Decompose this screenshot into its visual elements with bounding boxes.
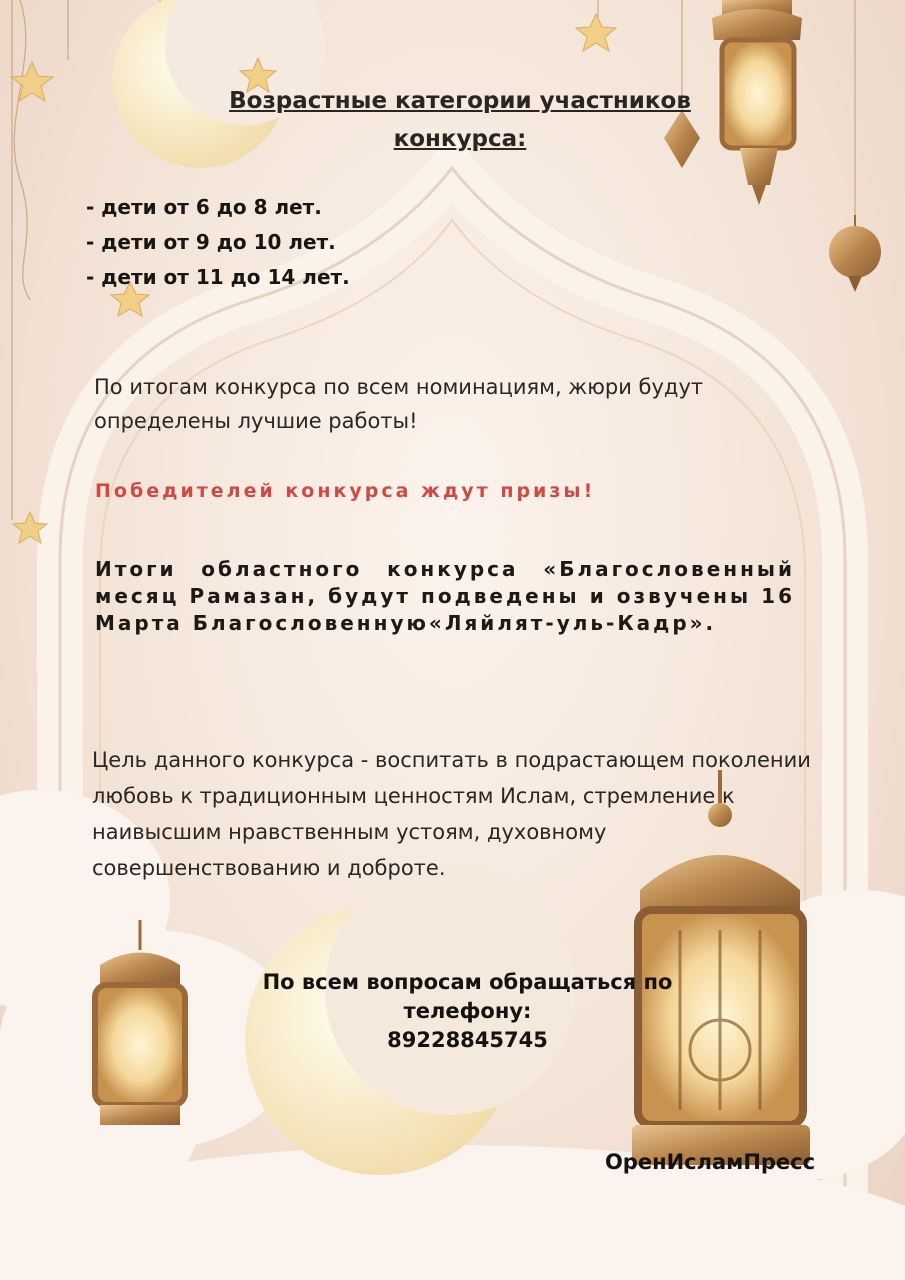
- contact-block: [190, 968, 745, 1055]
- title-line-1: Возрастные категории участников: [229, 88, 691, 114]
- contact-line-1: По всем вопросам обращаться по: [262, 970, 673, 994]
- finals-paragraph: Итоги областного конкурса «Благословенный месяц Рамазан, будут подведены и озвучены 16 Марта Благословенную«Ляйлят-уль-Кадр».: [95, 557, 795, 635]
- goal-paragraph: Цель данного конкурса - воспитать в подрастающем поколении любовь к традиционным ценностям Ислам, стремление к наивысшим нравственным устоям, духовному совершенствованию и доброте.: [92, 748, 811, 880]
- age-groups-list: [86, 190, 506, 295]
- age-group-item: - дети от 11 до 14 лет.: [86, 265, 350, 289]
- phone-number[interactable]: 89228845745: [387, 1028, 548, 1052]
- contact-line-2: телефону:: [403, 999, 532, 1023]
- results-paragraph: По итогам конкурса по всем номинациям, жюри будут определены лучшие работы!: [94, 375, 704, 433]
- page-title: [160, 82, 760, 158]
- signature: ОренИсламПресс: [604, 1150, 816, 1174]
- age-group-item: - дети от 9 до 10 лет.: [86, 230, 336, 254]
- lantern-icon: [829, 215, 881, 292]
- age-group-item: - дети от 6 до 8 лет.: [86, 195, 322, 219]
- prizes-announcement: Победителей конкурса ждут призы!: [95, 480, 596, 502]
- title-line-2: конкурса:: [393, 126, 527, 152]
